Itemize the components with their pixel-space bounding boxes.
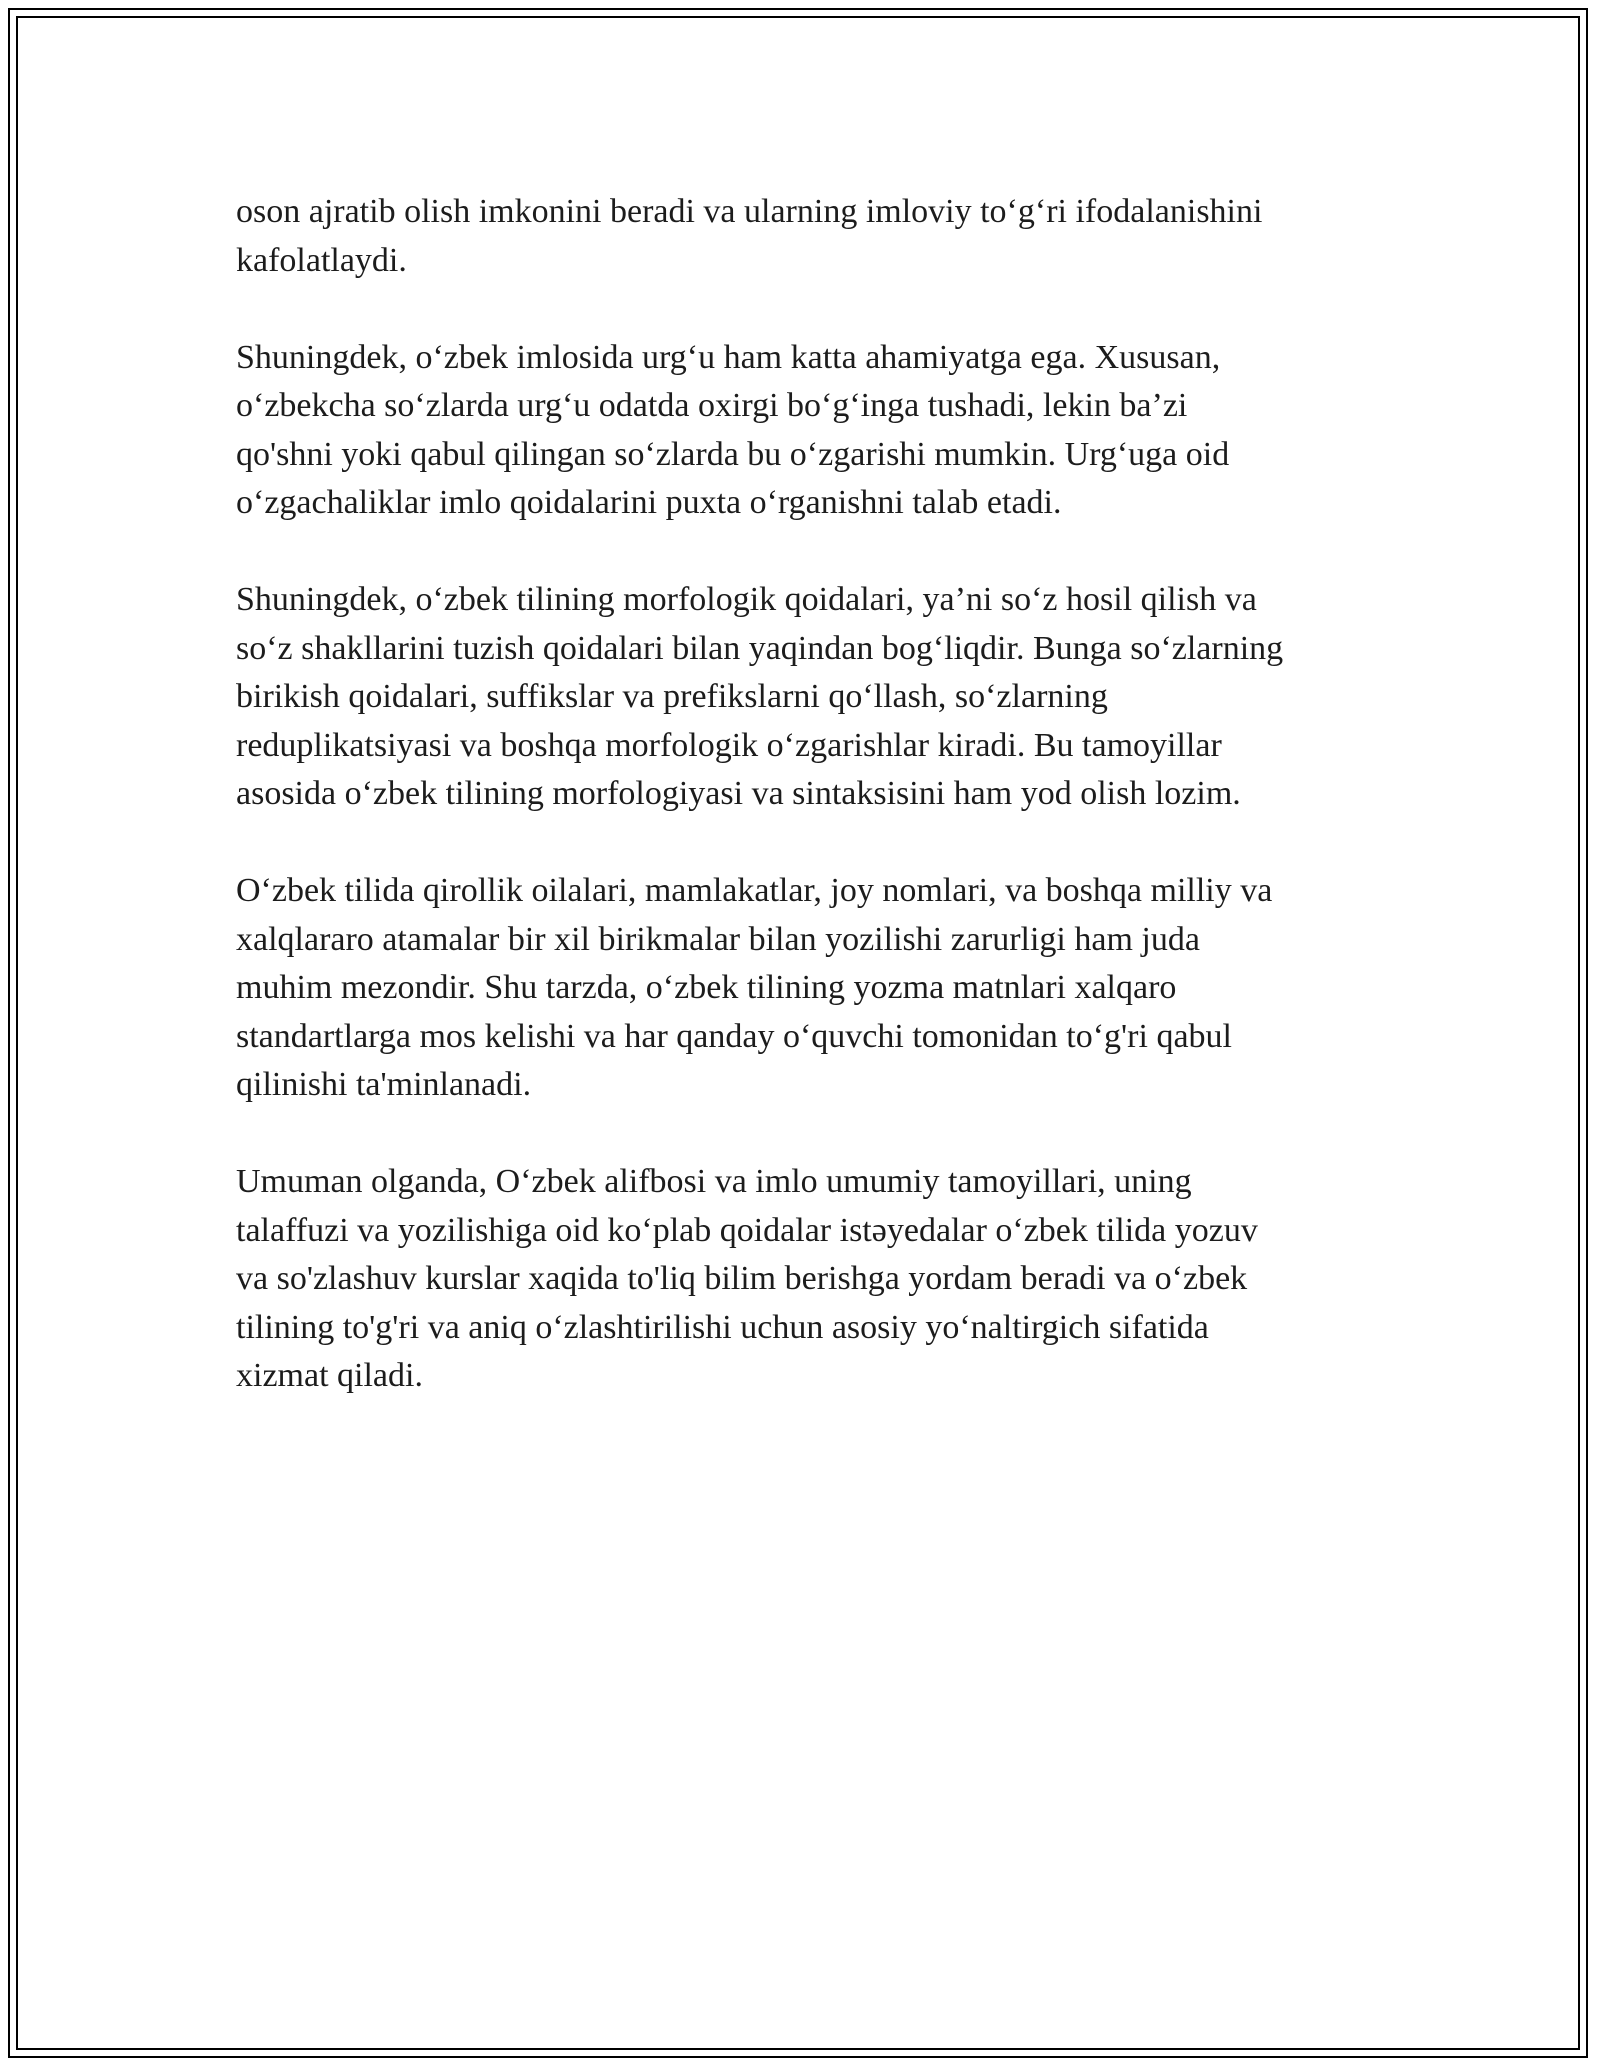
text-line: qilinishi ta'minlanadi. <box>236 1066 532 1103</box>
text-line: Shuningdek, o‘zbek tilining morfologik qoidalari, ya’ni so‘z hosil qilish va <box>236 581 1257 618</box>
text-line: birikish qoidalari, suffikslar va prefikslarni qo‘llash, so‘zlarning <box>236 678 1108 715</box>
paragraph <box>236 1158 1396 1401</box>
text-line: qo'shni yoki qabul qilingan so‘zlarda bu o‘zgarishi mumkin. Urg‘uga oid <box>236 435 1230 473</box>
text-line: xalqlararo atamalar bir xil birikmalar bilan yozilishi zarurligi ham juda <box>236 920 1200 958</box>
text-line: o‘zgachaliklar imlo qoidalarini puxta o‘rganishni talab etadi. <box>236 484 1062 521</box>
text-line: xizmat qiladi. <box>236 1357 423 1394</box>
text-line: so‘z shakllarini tuzish qoidalari bilan yaqindan bog‘liqdir. Bunga so‘zlarning <box>236 629 1284 667</box>
text-line: o‘zbekcha so‘zlarda urg‘u odatda oxirgi bo‘g‘inga tushadi, lekin ba’zi <box>236 387 1188 424</box>
text-line: Umuman olganda, O‘zbek alifbosi va imlo umumiy tamoyillari, uning <box>236 1163 1192 1200</box>
text-line: tilining to'g'ri va aniq o‘zlashtirilishi uchun asosiy yo‘naltirgich sifatida <box>236 1308 1209 1346</box>
paragraph <box>236 576 1396 819</box>
text-line: Shuningdek, o‘zbek imlosida urg‘u ham katta ahamiyatga ega. Xususan, <box>236 338 1221 376</box>
text-line: O‘zbek tilida qirollik oilalari, mamlakatlar, joy nomlari, va boshqa milliy va <box>236 872 1273 909</box>
text-line: talaffuzi va yozilishiga oid ko‘plab qoidalar istəyedalar o‘zbek tilida yozuv <box>236 1211 1258 1249</box>
document-body <box>236 188 1396 1449</box>
text-line: oson ajratib olish imkonini beradi va ularning imloviy to‘g‘ri ifodalanishini <box>236 193 1263 230</box>
paragraph <box>236 188 1396 285</box>
text-line: va so'zlashuv kurslar xaqida to'liq bilim berishga yordam beradi va o‘zbek <box>236 1260 1248 1297</box>
paragraph <box>236 334 1396 528</box>
text-line: standartlarga mos kelishi va har qanday o‘quvchi tomonidan to‘g'ri qabul <box>236 1017 1232 1055</box>
paragraph <box>236 867 1396 1110</box>
text-line: muhim mezondir. Shu tarzda, o‘zbek tilining yozma matnlari xalqaro <box>236 969 1177 1006</box>
text-line: asosida o‘zbek tilining morfologiyasi va sintaksisini ham yod olish lozim. <box>236 775 1241 812</box>
text-line: kafolatlaydi. <box>236 241 407 279</box>
text-line: reduplikatsiyasi va boshqa morfologik o‘zgarishlar kiradi. Bu tamoyillar <box>236 726 1222 764</box>
